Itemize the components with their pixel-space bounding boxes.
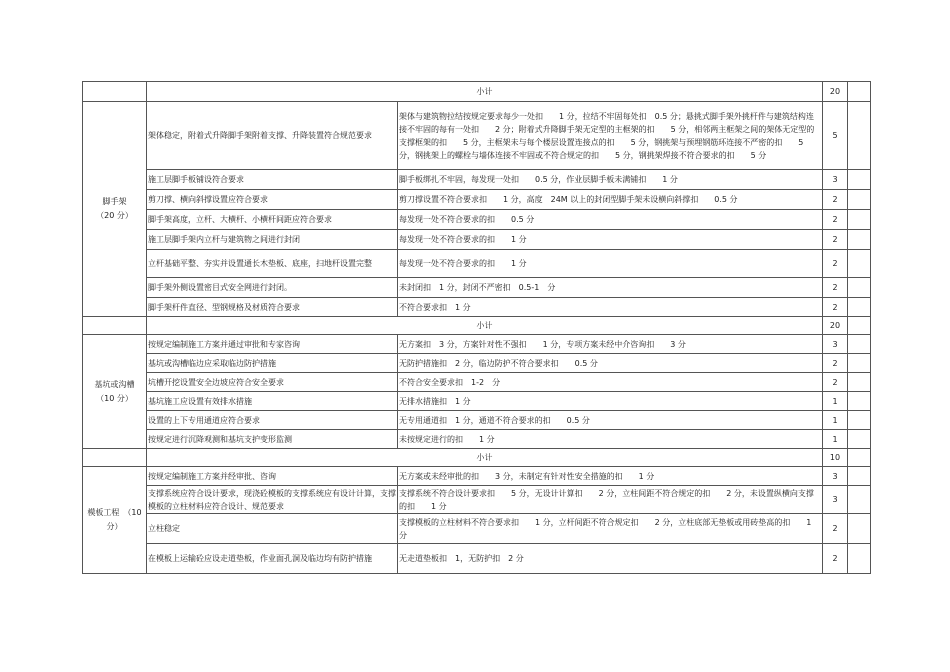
table-row <box>83 514 871 544</box>
subtotal-row <box>83 317 871 335</box>
deduction-standard: 无专用通道扣 1 分，通道不符合要求的扣 0.5 分 <box>398 411 823 430</box>
actual-score-cell <box>848 430 871 449</box>
subtotal-label: 小计 <box>147 317 823 335</box>
deduction-standard: 脚手板绑扎不牢固，每发现一处扣 0.5 分，作业层脚手板未满铺扣 1 分 <box>398 170 823 190</box>
table-row <box>83 467 871 486</box>
actual-score-cell <box>848 102 871 170</box>
item-score: 1 <box>823 430 848 449</box>
category-cell <box>83 467 147 574</box>
deduction-standard: 支撑模板的立柱材料不符合要求扣 1 分，立杆间距不符合规定扣 2 分，立柱底部无垫板或用砖垫高的扣 1 分 <box>398 514 823 544</box>
item-score: 3 <box>823 335 848 354</box>
table-row <box>83 373 871 392</box>
deduction-standard: 无防护措施扣 2 分，临边防护不符合要求扣 0.5 分 <box>398 354 823 373</box>
check-item: 脚手架高度，立杆、大横杆、小横杆间距应符合要求 <box>147 210 398 230</box>
check-item: 架体稳定，附着式升降脚手架附着支撑、升降装置符合规范要求 <box>147 102 398 170</box>
category-cell <box>83 335 147 449</box>
category-points: （20 分） <box>96 211 133 220</box>
actual-score-cell <box>848 230 871 250</box>
category-name: 脚手架 <box>102 197 127 206</box>
actual-score-cell <box>848 82 871 102</box>
actual-score-cell <box>848 250 871 278</box>
score-sheet <box>82 81 870 574</box>
table-row <box>83 298 871 317</box>
deduction-standard: 每发现一处不符合要求的扣 1 分 <box>398 230 823 250</box>
deduction-standard: 无走道垫板扣 1，无防护扣 2 分 <box>398 544 823 574</box>
actual-score-cell <box>848 335 871 354</box>
actual-score-cell <box>848 354 871 373</box>
table-row <box>83 335 871 354</box>
item-score: 2 <box>823 354 848 373</box>
table-row <box>83 392 871 411</box>
item-score: 2 <box>823 298 848 317</box>
deduction-standard: 支撑系统不符合设计要求扣 5 分，无设计计算扣 2 分，立柱间距不符合规定的扣 2 分，未设置纵横向支撑的扣 1 分 <box>398 486 823 514</box>
deduction-standard: 架体与建筑物拉结按规定要求每少一处扣 1 分，拉结不牢固每处扣 0.5 分；悬挑式脚手架外挑杆件与建筑结构连接不牢固的每有一处扣 2 分；附着式升降脚手架无定型的主框架的扣 5 分，相邻两主框架之间的架体无定型的支撑框架的扣 5 分，主框架未与每个楼层设置连接点的扣 5 分，钢挑架与预埋钢筋环连接不严密的扣 5 分，钢挑架上的螺栓与墙体连接不牢固或不符合规定的扣 5 分，钢挑架焊接不符合要求的扣 5 分 <box>398 102 823 170</box>
category-cell <box>83 102 147 317</box>
table-row <box>83 411 871 430</box>
deduction-standard: 剪刀撑设置不符合要求扣 1 分，高度 24M 以上的封闭型脚手架未设横向斜撑扣 0.5 分 <box>398 190 823 210</box>
actual-score-cell <box>848 170 871 190</box>
table-row <box>83 486 871 514</box>
item-score: 2 <box>823 230 848 250</box>
actual-score-cell <box>848 373 871 392</box>
check-item: 立柱稳定 <box>147 514 398 544</box>
check-item: 施工层脚手板铺设符合要求 <box>147 170 398 190</box>
table-row <box>83 210 871 230</box>
inspection-score-table <box>82 81 871 574</box>
table-row <box>83 544 871 574</box>
check-item: 按规定编制施工方案并通过审批和专家咨询 <box>147 335 398 354</box>
deduction-standard: 未封闭扣 1 分，封闭不严密扣 0.5-1 分 <box>398 278 823 298</box>
table-row <box>83 230 871 250</box>
check-item: 脚手架外侧设置密目式安全网进行封闭。 <box>147 278 398 298</box>
deduction-standard: 每发现一处不符合要求的扣 1 分 <box>398 250 823 278</box>
item-score: 2 <box>823 210 848 230</box>
deduction-standard: 不符合要求扣 1 分 <box>398 298 823 317</box>
deduction-standard: 无方案或未经审批的扣 3 分，未制定有针对性安全措施的扣 1 分 <box>398 467 823 486</box>
item-score: 2 <box>823 544 848 574</box>
subtotal-label: 小计 <box>147 449 823 467</box>
subtotal-score: 20 <box>823 82 848 102</box>
actual-score-cell <box>848 411 871 430</box>
table-row <box>83 190 871 210</box>
item-score: 3 <box>823 467 848 486</box>
item-score: 2 <box>823 278 848 298</box>
actual-score-cell <box>848 544 871 574</box>
item-score: 2 <box>823 514 848 544</box>
check-item: 设置的上下专用通道应符合要求 <box>147 411 398 430</box>
check-item: 立杆基础平整、夯实并设置通长木垫板、底座，扫地杆设置完整 <box>147 250 398 278</box>
actual-score-cell <box>848 467 871 486</box>
item-score: 1 <box>823 411 848 430</box>
actual-score-cell <box>848 449 871 467</box>
item-score: 2 <box>823 190 848 210</box>
subtotal-row <box>83 82 871 102</box>
item-score: 5 <box>823 102 848 170</box>
subtotal-score: 20 <box>823 317 848 335</box>
table-row <box>83 170 871 190</box>
subtotal-row <box>83 449 871 467</box>
category-name: 基坑或沟槽 <box>94 379 135 389</box>
item-score: 1 <box>823 392 848 411</box>
item-score: 3 <box>823 486 848 514</box>
subtotal-score: 10 <box>823 449 848 467</box>
subtotal-label: 小计 <box>147 82 823 102</box>
category-points: （10 分） <box>96 393 133 403</box>
check-item: 按规定进行沉降观测和基坑支护变形监测 <box>147 430 398 449</box>
actual-score-cell <box>848 298 871 317</box>
check-item: 坑槽开挖设置安全边坡应符合安全要求 <box>147 373 398 392</box>
check-item: 在模板上运输砼应设走道垫板，作业面孔洞及临边均有防护措施 <box>147 544 398 574</box>
deduction-standard: 无方案扣 3 分，方案针对性不强扣 1 分，专项方案未经中介咨询扣 3 分 <box>398 335 823 354</box>
category-cell <box>83 317 147 335</box>
table-row <box>83 354 871 373</box>
actual-score-cell <box>848 210 871 230</box>
item-score: 3 <box>823 170 848 190</box>
table-row <box>83 250 871 278</box>
check-item: 剪刀撑、横向斜撑设置应符合要求 <box>147 190 398 210</box>
table-row <box>83 430 871 449</box>
table-row <box>83 278 871 298</box>
check-item: 施工层脚手架内立杆与建筑物之间进行封闭 <box>147 230 398 250</box>
deduction-standard: 无排水措施扣 1 分 <box>398 392 823 411</box>
category-cell <box>83 449 147 467</box>
check-item: 基坑或沟槽临边应采取临边防护措施 <box>147 354 398 373</box>
check-item: 按规定编制施工方案并经审批、咨询 <box>147 467 398 486</box>
table-row <box>83 102 871 170</box>
deduction-standard: 未按规定进行的扣 1 分 <box>398 430 823 449</box>
check-item: 支撑系统应符合设计要求，现浇砼模板的支撑系统应有设计计算，支撑模板的立柱材料应符合设计、规范要求 <box>147 486 398 514</box>
item-score: 2 <box>823 250 848 278</box>
deduction-standard: 每发现一处不符合要求的扣 0.5 分 <box>398 210 823 230</box>
actual-score-cell <box>848 514 871 544</box>
actual-score-cell <box>848 317 871 335</box>
item-score: 2 <box>823 373 848 392</box>
category-points: 分） <box>106 522 123 531</box>
actual-score-cell <box>848 190 871 210</box>
check-item: 脚手架杆件直径、型钢规格及材质符合要求 <box>147 298 398 317</box>
actual-score-cell <box>848 278 871 298</box>
check-item: 基坑施工应设置有效排水措施 <box>147 392 398 411</box>
actual-score-cell <box>848 392 871 411</box>
category-cell <box>83 82 147 102</box>
category-name: 模板工程 （10 <box>87 508 142 517</box>
deduction-standard: 不符合安全要求扣 1-2 分 <box>398 373 823 392</box>
actual-score-cell <box>848 486 871 514</box>
